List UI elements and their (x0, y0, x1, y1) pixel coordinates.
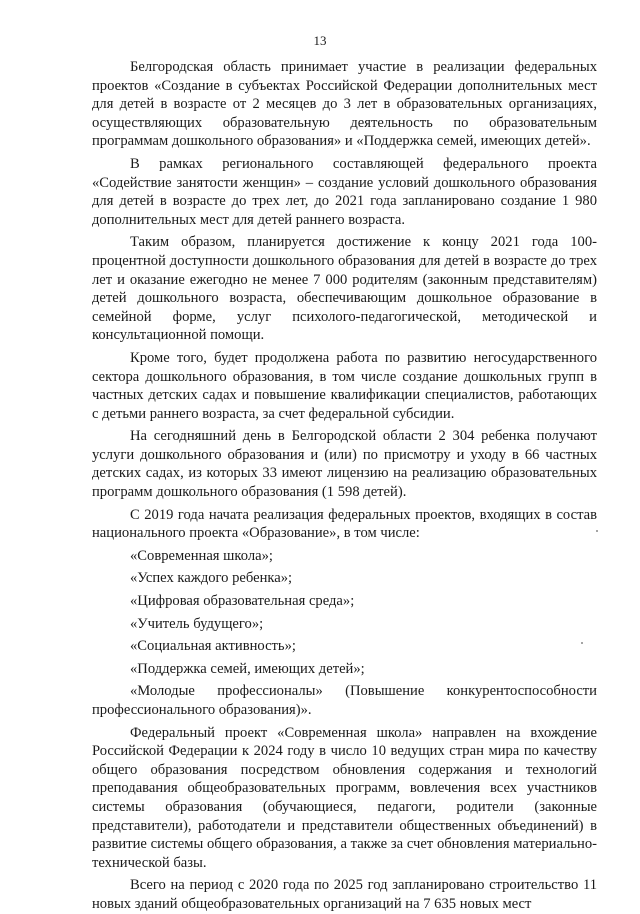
list-item: «Успех каждого ребенка»; (130, 570, 293, 587)
paragraph-national-project-intro: С 2019 года начата реализация федеральных проектов, входящих в состав национального проекта «Образование», в том числе: (92, 506, 597, 542)
scan-speck (581, 642, 583, 644)
paragraph-regional-projects: Белгородская область принимает участие в реализации федеральных проектов «Создание в субъектах Российской Федерации дополнительных мест для детей в возрасте от 2 месяцев до 3 лет в образовательных организациях, осуществляющих образовательную деятельность по образовательным программам дошкольного образования» и «Поддержка семей, имеющих детей». (92, 59, 597, 150)
list-item: «Учитель будущего»; (130, 615, 264, 632)
list-item: «Современная школа»; (130, 547, 273, 564)
paragraph-modern-school: Федеральный проект «Современная школа» направлен на вхождение Российской Федерации к 2024 году в число 10 ведущих стран мира по качеству общего образования посредством обновления содержания и технологий преподавания общеобразовательных программ, вовлечения всех участников системы образования (обучающиеся, педагоги, родители (законные представители), работодатели и представители общественных объединений) в развитие системы общего образования, а также за счет обновления материально-технической базы. (92, 724, 597, 871)
projects-list (92, 547, 597, 720)
document-body (92, 58, 597, 914)
paragraph-private-kindergartens: На сегодняшний день в Белгородской области 2 304 ребенка получают услуги дошкольного образования и (или) по присмотру и уходу в 66 частных детских садах, из которых 33 имеют лицензию на реализацию образовательных программ дошкольного образования (1 598 детей). (92, 428, 597, 501)
list-item: «Поддержка семей, имеющих детей»; (130, 660, 365, 677)
paragraph-private-sector: Кроме того, будет продолжена работа по развитию негосударственного сектора дошкольного образования, в том числе создание дошкольных групп в частных детских садах и повышение квалификации специалистов, работающих с детьми раннего возраста, за счет федеральной субсидии. (92, 349, 597, 422)
page-number: 13 (313, 33, 327, 48)
paragraph-construction: Всего на период с 2020 года по 2025 год запланировано строительство 11 новых зданий общеобразовательных организаций на 7 635 новых мест (92, 877, 597, 912)
list-item: «Молодые профессионалы» (Повышение конкурентоспособности профессионального образования)». (92, 683, 597, 718)
paragraph-women-employment: В рамках регионального составляющей федерального проекта «Содействие занятости женщин» – создание условий дошкольного образования для детей в возрасте до трех лет, до 2021 года запланировано создание 1 980 дополнительных мест для детей раннего возраста. (92, 155, 597, 228)
list-item: «Цифровая образовательная среда»; (130, 593, 355, 610)
paragraph-accessibility: Таким образом, планируется достижение к концу 2021 года 100-процентной доступности дошкольного образования для детей в возрасте до трех лет и оказание ежегодно не менее 7 000 родителям (законным представителям) детей дошкольного возраста, обеспечивающим дошкольное образование в семейной форме, услуг психолого-педагогической, методической и консультационной помощи. (92, 234, 597, 344)
list-item: «Социальная активность»; (130, 638, 296, 655)
scan-speck (596, 530, 598, 532)
